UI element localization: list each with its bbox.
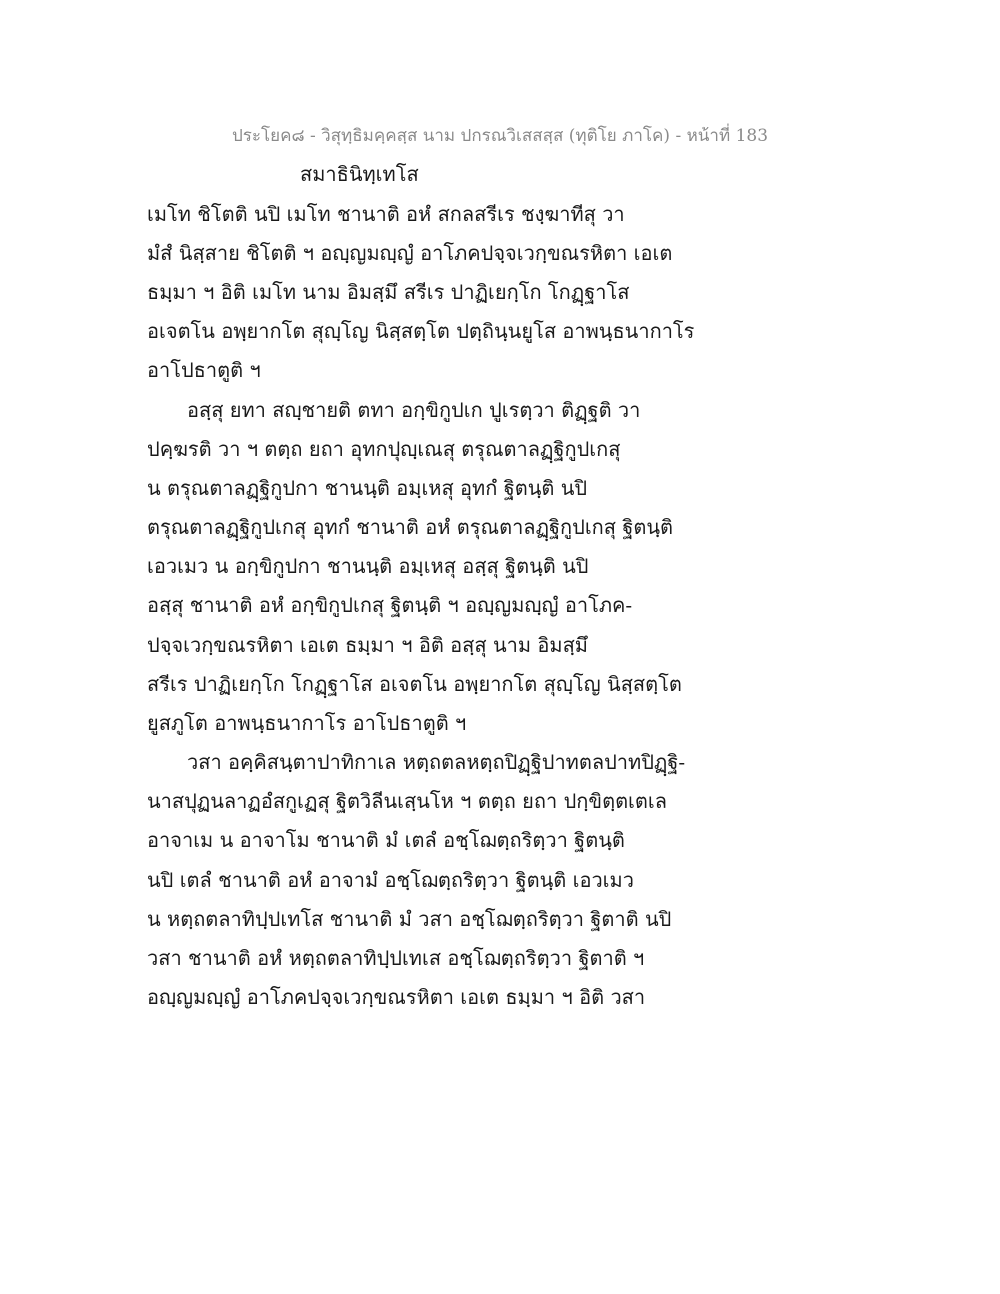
- text-line: นาสปุฏนลาฏอํสกูเฏสุ ฐิตวิลีนเสฺนโห ฯ ตตฺถ ยถา ปกฺขิตฺตเตเล: [147, 789, 667, 813]
- text-line: เมโท ชิโตติ นปิ เมโท ชานาติ อหํ สกลสรีเร ชงฺฆาทีสุ วา: [147, 202, 625, 226]
- text-line: อาจาเม น อาจาโม ชานาติ มํ เตลํ อชฺโฌตฺถริตฺวา ฐิตนฺติ: [147, 828, 625, 852]
- text-line: ยูสภูโต อาพนฺธนากาโร อาโปธาตูติ ฯ: [147, 711, 467, 735]
- page-header: ประโยค๘ - วิสุทฺธิมคฺคสฺส นาม ปกรณวิเสสสฺส (ทุติโย ภาโค) - หน้าที่ 183: [231, 126, 769, 146]
- text-line: ปจฺจเวกฺขณรหิตา เอเต ธมฺมา ฯ อิติ อสฺสุ นาม อิมสฺมึ: [147, 633, 588, 657]
- text-line: ธมฺมา ฯ อิติ เมโท นาม อิมสฺมึ สรีเร ปาฏิเยกฺโก โกฏฺฐาโส: [147, 280, 630, 304]
- text-line: เอวเมว น อกฺขิกูปกา ชานนฺติ อมฺเหสุ อสฺสุ ฐิตนฺติ นปิ: [147, 554, 589, 578]
- text-line: น หตฺถตลาทิปฺปเทโส ชานาติ มํ วสา อชฺโฌตฺถริตฺวา ฐิตาติ นปิ: [147, 907, 672, 931]
- text-line: อสฺสุ ชานาติ อหํ อกฺขิกูปเกสุ ฐิตนฺติ ฯ อญฺญมญฺญํ อาโภค-: [147, 593, 633, 617]
- section-heading: สมาธินิทฺเทโส: [300, 162, 419, 186]
- text-line: มํสํ นิสฺสาย ชิโตติ ฯ อญฺญมญฺญํ อาโภคปจฺจเวกฺขณรหิตา เอเต: [147, 241, 673, 265]
- text-line: อาโปธาตูติ ฯ: [147, 358, 261, 382]
- paragraph-first-line: วสา อคฺคิสนฺตาปาทิกาเล หตฺถตลหตฺถปิฏฺฐิปาทตลปาทปิฏฺฐิ-: [187, 750, 686, 774]
- text-line: นปิ เตลํ ชานาติ อหํ อาจามํ อชฺโฌตฺถริตฺวา ฐิตนฺติ เอวเมว: [147, 868, 634, 892]
- text-line: อญฺญมญฺญํ อาโภคปจฺจเวกฺขณรหิตา เอเต ธมฺมา ฯ อิติ วสา: [147, 985, 646, 1009]
- text-line: ตรุณตาลฏฺฐิกูปเกสุ อุทกํ ชานาติ อหํ ตรุณตาลฏฺฐิกูปเกสุ ฐิตนฺติ: [147, 515, 674, 539]
- text-line: น ตรุณตาลฏฺฐิกูปกา ชานนฺติ อมฺเหสุ อุทกํ ฐิตนฺติ นปิ: [147, 476, 588, 500]
- text-line: ปคฺฆรติ วา ฯ ตตฺถ ยถา อุทกปุญฺเณสุ ตรุณตาลฏฺฐิกูปเกสุ: [147, 437, 621, 461]
- text-line: สรีเร ปาฏิเยกฺโก โกฏฺฐาโส อเจตโน อพฺยากโต สุญฺโญ นิสฺสตฺโต: [147, 672, 682, 696]
- text-line: อเจตโน อพฺยากโต สุญฺโญ นิสฺสตฺโต ปตฺถินฺนยูโส อาพนฺธนากาโร: [147, 319, 695, 343]
- paragraph-first-line: อสฺสุ ยทา สญฺชายติ ตทา อกฺขิกูปเก ปูเรตฺวา ติฏฺฐติ วา: [187, 398, 641, 422]
- text-line: วสา ชานาติ อหํ หตฺถตลาทิปฺปเทเส อชฺโฌตฺถริตฺวา ฐิตาติ ฯ: [147, 946, 645, 970]
